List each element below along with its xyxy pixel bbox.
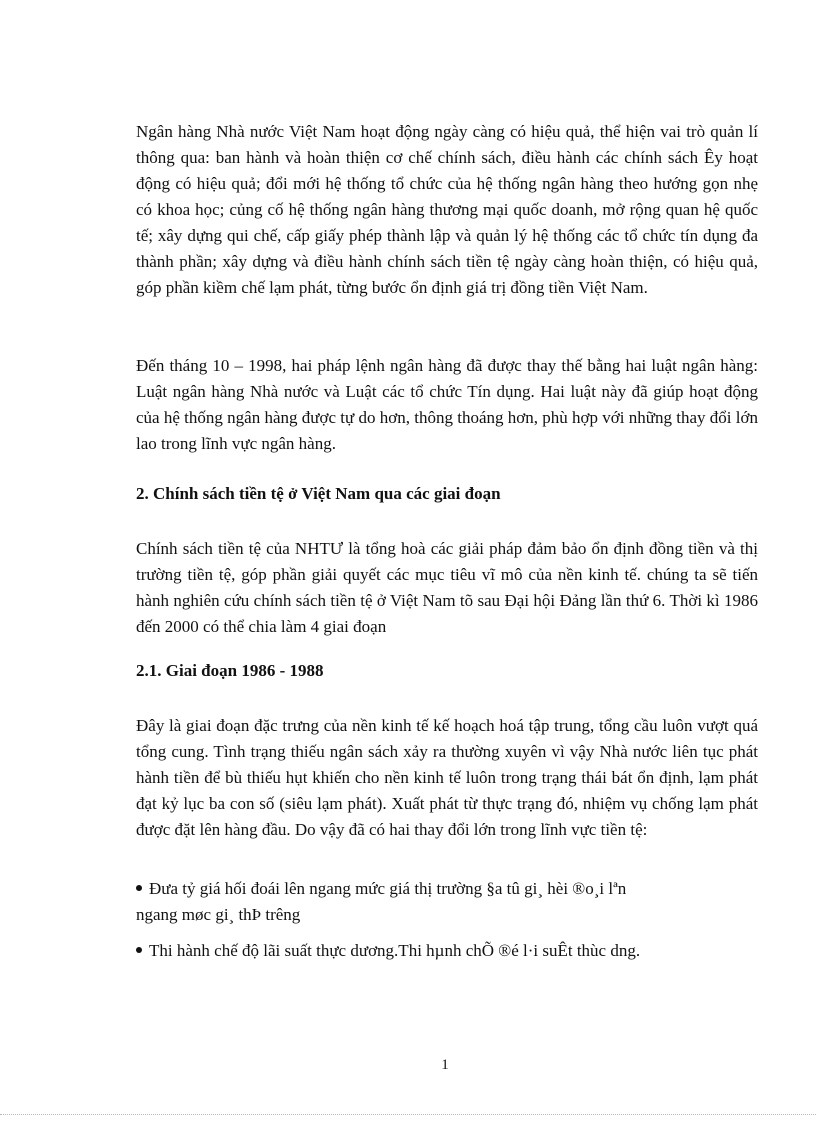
bullet-1-line-2: ngang møc gi¸ thÞ trêng bbox=[136, 905, 301, 924]
paragraph-2: Đến tháng 10 – 1998, hai pháp lệnh ngân hàng đã được thay thế bằng hai luật ngân hàng: Luật ngân hàng Nhà nước và Luật các tổ chức Tín dụng. Hai luật này đã giúp hoạt động của hệ thống ngân hàng được tự do hơn, thông thoáng hơn, phù hợp với những thay đổi lớn lao trong lĩnh vực ngân hàng. bbox=[136, 356, 758, 453]
bullet-item-2 bbox=[136, 938, 758, 964]
bullet-2-line-1: Thi hành chế độ lãi suất thực dương.Thi hµnh chÕ ®é l·i suÊt thùc dng. bbox=[149, 941, 641, 960]
bullet-1-line-1: Đưa tỷ giá hối đoái lên ngang mức giá thị trường §a tû gi¸ hèi ®o¸i lªn bbox=[149, 879, 627, 898]
paragraph-4: Đây là giai đoạn đặc trưng của nền kinh tế kế hoạch hoá tập trung, tổng cầu luôn vượt quá tổng cung. Tình trạng thiếu ngân sách xảy ra thường xuyên vì vậy Nhà nước liên tục phát hành tiền để bù thiếu hụt khiến cho nền kinh tế luôn trong trạng thái bát ổn định, lạm phát đạt kỷ lục ba con số (siêu lạm phát). Xuất phát từ thực trạng đó, nhiệm vụ chống lạm phát được đặt lên hàng đầu. Do vậy đã có hai thay đổi lớn trong lĩnh vực tiền tệ: bbox=[136, 716, 758, 839]
bullet-dot-icon bbox=[136, 947, 142, 953]
paragraph-3: Chính sách tiền tệ của NHTƯ là tổng hoà các giải pháp đảm bảo ổn định đồng tiền và thị trường tiền tệ, góp phần giải quyết các mục tiêu vĩ mô của nền kinh tế. chúng ta sẽ tiến hành nghiên cứu chính sách tiền tệ ở Việt Nam tõ sau Đại hội Đảng lần thứ 6. Thời kì 1986 đến 2000 có thể chia làm 4 giai đoạn bbox=[136, 539, 758, 636]
page-number: 1 bbox=[441, 1057, 449, 1073]
section-heading-2: 2. Chính sách tiền tệ ở Việt Nam qua các giai đoạn bbox=[136, 484, 501, 503]
bullet-dot-icon bbox=[136, 885, 142, 891]
page-footer-divider bbox=[0, 1114, 816, 1115]
subsection-heading-2-1: 2.1. Giai đoạn 1986 - 1988 bbox=[136, 661, 324, 680]
bullet-item-1 bbox=[136, 876, 758, 928]
paragraph-1: Ngân hàng Nhà nước Việt Nam hoạt động ngày càng có hiệu quả, thể hiện vai trò quản lí thông qua: ban hành và hoàn thiện cơ chế chính sách, điều hành các chính sách Êy hoạt động có hiệu quả; đổi mới hệ thống tổ chức của hệ thống ngân hàng theo hướng gọn nhẹ có khoa học; củng cố hệ thống ngân hàng thương mại quốc doanh, mở rộng quan hệ quốc tế; xây dựng qui chế, cấp giấy phép thành lập và quản lý hệ thống các tổ chức tín dụng đa thành phần; xây dựng và điều hành chính sách tiền tệ ngày càng hoàn thiện, có hiệu quả, góp phần kiềm chế lạm phát, từng bước ổn định giá trị đồng tiền Việt Nam. bbox=[136, 122, 758, 297]
